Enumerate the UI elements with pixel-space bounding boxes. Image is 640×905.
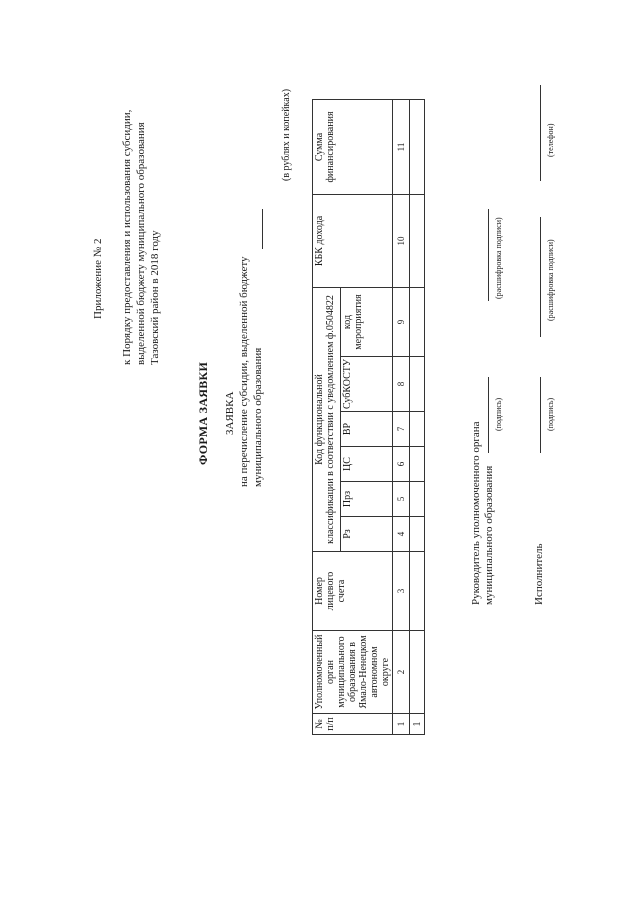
executor-signature-line[interactable] (540, 377, 541, 453)
appendix-label: Приложение № 2 (92, 238, 104, 319)
header-organ: Уполномоченный орган муниципального образования в Ямало-Ненецком автономном округе (313, 631, 393, 714)
municipality-label: муниципального образования (252, 347, 264, 487)
table-cell[interactable] (410, 631, 425, 714)
order-line-1: к Порядку предоставления и использования субсидии, (121, 109, 133, 365)
head-signature-line[interactable] (488, 377, 489, 453)
head-decoding-line[interactable] (488, 209, 489, 301)
table-cell[interactable] (410, 195, 425, 288)
order-reference (120, 45, 162, 365)
table-cell[interactable] (410, 517, 425, 552)
table-row (410, 100, 425, 735)
table-cell[interactable] (410, 288, 425, 357)
col-number: 5 (393, 482, 410, 517)
executor-decoding-caption: (расшифровка подписи) (546, 239, 555, 321)
cell-no: 1 (410, 714, 425, 735)
col-number: 1 (393, 714, 410, 735)
header-account-number: Номер лицевого счета (313, 552, 393, 631)
header-rz: Рз (341, 517, 393, 552)
table-cell[interactable] (410, 552, 425, 631)
head-signature-caption: (подпись) (494, 397, 503, 431)
units-note: (в рублях и копейках) (281, 88, 292, 181)
executor-phone-line[interactable] (540, 85, 541, 181)
header-vr: ВР (341, 412, 393, 447)
municipality-fill-line (262, 209, 263, 249)
request-title: ЗАЯВКА (224, 391, 236, 435)
executor-decoding-line[interactable] (540, 217, 541, 337)
head-of-organ-label: Руководитель уполномоченного органа (470, 421, 482, 605)
executor-signature-caption: (подпись) (546, 397, 555, 431)
header-sum: Сумма финансирования (313, 100, 393, 195)
col-number: 8 (393, 357, 410, 412)
request-subtitle: на перечисление субсидии, выделенной бюджету (238, 256, 250, 487)
header-kbk: КБК дохода (313, 195, 393, 288)
col-number: 10 (393, 195, 410, 288)
executor-phone-caption: (телефон) (546, 123, 555, 157)
col-number: 6 (393, 447, 410, 482)
order-line-2: выделенной бюджету муниципального образования (135, 122, 147, 365)
column-numbers-row (393, 100, 410, 735)
table-cell[interactable] (410, 447, 425, 482)
col-number: 9 (393, 288, 410, 357)
header-subkostu: СубКОСТУ (341, 357, 393, 412)
order-line-3: Тазовский район в 2018 году (149, 230, 161, 365)
col-number: 4 (393, 517, 410, 552)
form-title: ФОРМА ЗАЯВКИ (196, 361, 210, 465)
table-cell[interactable] (410, 357, 425, 412)
col-number: 7 (393, 412, 410, 447)
table-cell[interactable] (410, 482, 425, 517)
table-cell[interactable] (410, 100, 425, 195)
executor-label: Исполнитель (533, 543, 545, 605)
head-decoding-caption: (расшифровка подписи) (494, 217, 503, 299)
header-prz: Прз (341, 482, 393, 517)
header-event-code: код мероприятия (341, 288, 393, 357)
col-number: 2 (393, 631, 410, 714)
table-cell[interactable] (410, 412, 425, 447)
header-cs: ЦС (341, 447, 393, 482)
col-number: 11 (393, 100, 410, 195)
header-no: № п/п (313, 714, 393, 735)
request-table (312, 99, 425, 735)
head-of-organ-label-2: муниципального образования (483, 465, 495, 605)
header-functional-code: Код функциональной классификации в соответствии с уведомлением ф.0504822 (313, 288, 341, 552)
col-number: 3 (393, 552, 410, 631)
